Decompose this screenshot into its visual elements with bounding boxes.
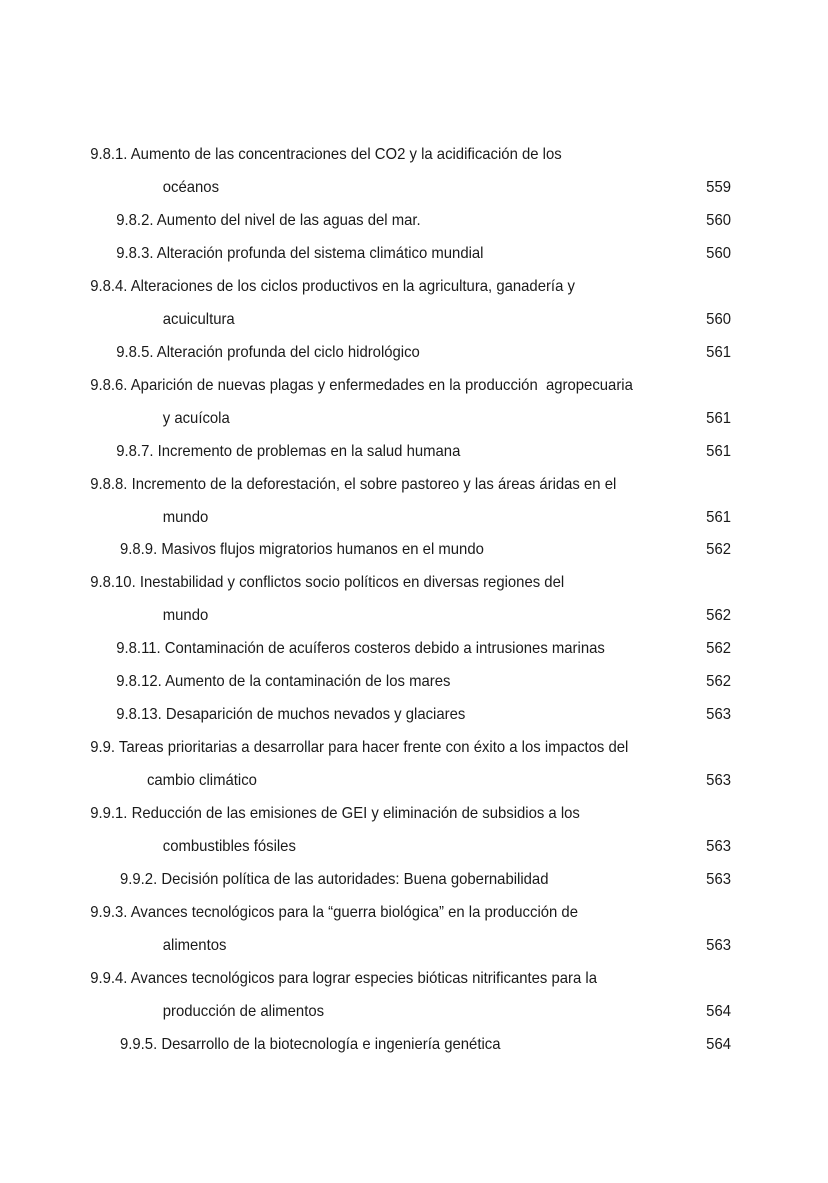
toc-entry-9-8-4-line-2	[0, 308, 770, 332]
toc-entry-text: mundo	[162, 607, 209, 624]
toc-entry-text: 9.8.7. Incremento de problemas en la salud humana	[116, 443, 461, 460]
toc-entry-9-8-7	[0, 440, 770, 464]
toc-entry-text: acuicultura	[162, 311, 235, 328]
toc-entry-9-8-8-line-2	[0, 506, 770, 530]
toc-entry-9-9-1-line-2	[0, 835, 770, 859]
toc-entry-9-9-5	[0, 1033, 770, 1057]
toc-entry-text: 9.9.5. Desarrollo de la biotecnología e ingeniería genética	[119, 1036, 501, 1053]
toc-entry-9-8-5	[0, 341, 770, 365]
toc-page-number: 563	[706, 772, 731, 789]
toc-page-number: 564	[706, 1036, 731, 1053]
toc-entry-text: y acuícola	[162, 410, 230, 427]
toc-entry-text: océanos	[162, 179, 220, 196]
toc-entry-text: 9.8.2. Aumento del nivel de las aguas del mar.	[116, 212, 421, 229]
toc-page-number: 563	[706, 871, 731, 888]
toc-entry-text: 9.8.4. Alteraciones de los ciclos productivos en la agricultura, ganadería y	[90, 278, 575, 295]
toc-entry-9-9-3-line-1	[0, 901, 770, 925]
toc-entry-9-9-line-2	[0, 769, 770, 793]
toc-entry-9-9-2	[0, 868, 770, 892]
toc-page-number: 559	[706, 179, 731, 196]
toc-entry-text: 9.8.6. Aparición de nuevas plagas y enfermedades en la producción agropecuaria	[90, 377, 633, 394]
toc-entry-text: 9.8.11. Contaminación de acuíferos costeros debido a intrusiones marinas	[116, 640, 605, 657]
toc-entry-9-9-line-1	[0, 736, 770, 760]
toc-entry-text: alimentos	[162, 937, 227, 954]
toc-page-number: 560	[706, 245, 731, 262]
toc-entry-9-8-6-line-1	[0, 374, 770, 398]
toc-page-number: 564	[706, 1003, 731, 1020]
toc-entry-text: cambio climático	[146, 772, 257, 789]
toc-page-number: 561	[706, 509, 731, 526]
toc-entry-9-8-1-line-1	[0, 143, 770, 167]
toc-entry-9-9-4-line-2	[0, 1000, 770, 1024]
toc-entry-text: 9.9.4. Avances tecnológicos para lograr especies bióticas nitrificantes para la	[90, 970, 597, 987]
toc-page-number: 560	[706, 311, 731, 328]
toc-page-number: 562	[706, 673, 731, 690]
toc-entry-9-8-3	[0, 242, 770, 266]
toc-entry-9-9-4-line-1	[0, 967, 770, 991]
toc-page-number: 561	[706, 410, 731, 427]
toc-entry-text: 9.8.5. Alteración profunda del ciclo hidrológico	[116, 344, 420, 361]
toc-entry-9-8-2	[0, 209, 770, 233]
toc-entry-text: 9.9. Tareas prioritarias a desarrollar para hacer frente con éxito a los impactos del	[90, 739, 629, 756]
toc-entry-text: producción de alimentos	[162, 1003, 325, 1020]
toc-entry-9-8-8-line-1	[0, 473, 770, 497]
toc-entry-text: 9.8.12. Aumento de la contaminación de los mares	[116, 673, 451, 690]
toc-entry-text: 9.9.1. Reducción de las emisiones de GEI y eliminación de subsidios a los	[90, 805, 580, 822]
toc-page-number: 561	[706, 443, 731, 460]
toc-page-number: 563	[706, 706, 731, 723]
toc-page-number: 563	[706, 937, 731, 954]
toc-entry-9-8-12	[0, 670, 770, 694]
toc-entry-9-8-11	[0, 637, 770, 661]
toc-page-number: 562	[706, 640, 731, 657]
toc-entry-text: 9.9.2. Decisión política de las autoridades: Buena gobernabilidad	[119, 871, 549, 888]
toc-page-number: 562	[706, 541, 731, 558]
toc-entry-9-9-1-line-1	[0, 802, 770, 826]
toc-page-number: 563	[706, 838, 731, 855]
toc-page-number: 561	[706, 344, 731, 361]
toc-entry-9-8-10-line-1	[0, 571, 770, 595]
toc-entry-9-8-1-line-2	[0, 176, 770, 200]
toc-page-number: 562	[706, 607, 731, 624]
toc-entry-text: 9.8.9. Masivos flujos migratorios humanos en el mundo	[119, 541, 484, 558]
toc-entry-text: 9.8.8. Incremento de la deforestación, el sobre pastoreo y las áreas áridas en el	[90, 476, 617, 493]
toc-entry-text: combustibles fósiles	[162, 838, 296, 855]
toc-entry-9-8-6-line-2	[0, 407, 770, 431]
toc-entry-9-8-9	[0, 538, 770, 562]
toc-entry-9-8-10-line-2	[0, 604, 770, 628]
toc-entry-9-8-4-line-1	[0, 275, 770, 299]
toc-entry-9-8-13	[0, 703, 770, 727]
toc-entry-text: 9.9.3. Avances tecnológicos para la “guerra biológica” en la producción de	[90, 904, 578, 921]
toc-entry-text: mundo	[162, 509, 209, 526]
toc-entry-9-9-3-line-2	[0, 934, 770, 958]
toc-entry-text: 9.8.13. Desaparición de muchos nevados y glaciares	[116, 706, 466, 723]
toc-page-number: 560	[706, 212, 731, 229]
toc-entry-text: 9.8.3. Alteración profunda del sistema climático mundial	[116, 245, 484, 262]
toc-entry-text: 9.8.1. Aumento de las concentraciones del CO2 y la acidificación de los	[90, 146, 562, 163]
toc-entry-text: 9.8.10. Inestabilidad y conflictos socio políticos en diversas regiones del	[90, 574, 565, 591]
